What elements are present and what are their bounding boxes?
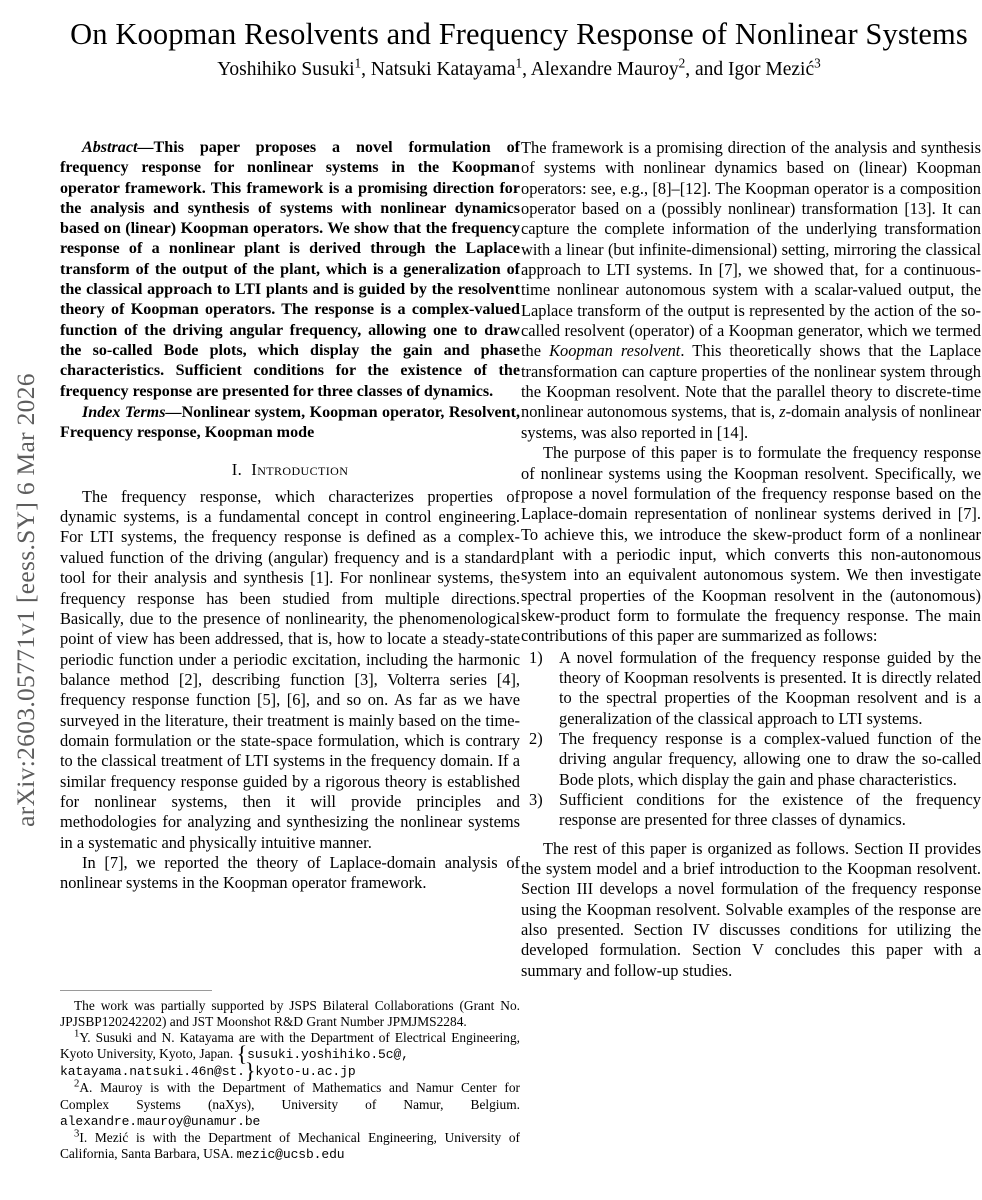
index-terms-label: Index Terms— [82, 403, 182, 421]
footnote-marker-1: 1 [74, 1027, 80, 1040]
list-item [521, 729, 981, 790]
author-affiliation-marker-4: 3 [814, 55, 821, 71]
right-p1-part-b: . This theoretically shows that the Laplace transformation can capture properties of the nonlinear system through the Koopman resolvent. Note that the parallel theory to discrete-time nonlinear autonomous systems, that is, [521, 341, 982, 422]
list-item-marker: 3) [529, 790, 543, 809]
author-list [56, 55, 982, 82]
footnote-marker-3: 3 [74, 1127, 80, 1140]
footnote-affiliation-3 [60, 1127, 520, 1163]
email-address-2: alexandre.mauroy@unamur.be [60, 1113, 261, 1129]
author-affiliation-marker-3: 2 [678, 55, 686, 71]
right-paragraph-1 [521, 138, 981, 443]
abstract-paragraph [60, 138, 520, 402]
footnote-affiliation-2-text: A. Mauroy is with the Department of Mathematics and Namur Center for Complex Systems (naXys), University of Namur, Belgium. [60, 1080, 520, 1112]
email-domain-1: kyoto-u.ac.jp [255, 1064, 356, 1080]
contributions-list [521, 648, 981, 831]
abstract-body: This paper proposes a novel formulation of frequency response for nonlinear systems in the Koopman operator framework. This framework is a promising direction for the analysis and synthesis of systems with nonlinear dynamics based on (linear) Koopman operators. We show that the frequency response of a nonlinear plant is derived through the Laplace transform of the output of the plant, which is a generalization of the classical approach to LTI plants and is guided by the resolvent theory of Koopman operators. The response is a complex-valued function of the driving angular frequency, allowing one to draw the so-called Bode plots, which display the gain and phase characteristics. Sufficient conditions for the existence of the frequency response are presented for three classes of dynamics. [60, 139, 520, 400]
email-brace-close: } [244, 1058, 256, 1084]
author-separator-2: , [522, 59, 531, 80]
list-item-marker: 1) [529, 647, 543, 667]
author-separator-1: , [361, 59, 371, 80]
footnote-divider [60, 990, 212, 991]
author-name-2: Natsuki Katayama [370, 59, 516, 80]
index-terms-paragraph [60, 403, 520, 444]
intro-paragraph-1: The frequency response, which characterizes properties of dynamic systems, is a fundamental concept in control engineering. For LTI systems, the frequency response is defined as a complex-valued function of the driving (angular) frequency and is a standard tool for their analysis and synthesis [1]. For nonlinear systems, the frequency response has been studied from multiple directions. Basically, due to the presence of nonlinearity, the phenomenological point of view has been addressed, that is, how to locate a steady-state periodic function under a periodic excitation, including the harmonic balance method [2], describing function [3], Volterra series [4], frequency response function [5], [6], and so on. As far as we have surveyed in the literature, their treatment is mainly based on the time-domain formulation or the state-space formulation, which is contrary to the classical treatment of LTI systems in the frequency domain. If a similar frequency response guided by a rigorous theory is established for nonlinear systems, then it will provide principles and methodologies for analyzing and synthesizing the nonlinear systems in a systematic and physically intuitive manner. [60, 486, 520, 852]
author-name-4: Igor Mezić [728, 59, 815, 80]
footnote-affiliation-2 [60, 1080, 520, 1129]
author-affiliation-marker-1: 1 [354, 55, 362, 71]
author-affiliation-marker-2: 1 [515, 55, 523, 71]
right-column [521, 138, 981, 981]
arxiv-stamp-text: arXiv:2603.05771v1 [eess.SY] 6 Mar 2026 [11, 373, 40, 827]
footnote-funding: The work was partially supported by JSPS Bilateral Collaborations (Grant No. JPJSBP120242202) and JST Moonshot R&D Grant Number JPMJMS2284. [60, 998, 520, 1030]
footnote-affiliation-3-text: I. Mezić is with the Department of Mechanical Engineering, University of California, Santa Barbara, USA. [60, 1129, 520, 1161]
left-column [60, 138, 520, 894]
list-item-marker: 2) [529, 728, 543, 748]
index-terms-body: Nonlinear system, Koopman operator, Resolvent, Frequency response, Koopman mode [60, 403, 520, 442]
footnote-block [60, 990, 520, 1163]
list-item-text: A novel formulation of the frequency response guided by the theory of Koopman resolvents is presented. It is directly related to the spectral properties of the Koopman resolvent and is a generalization of the classical approach to LTI systems. [559, 647, 981, 728]
abstract-label: Abstract— [82, 139, 154, 156]
email-address-3: mezic@ucsb.edu [236, 1146, 345, 1162]
section-numeral: I. [231, 460, 243, 480]
z-symbol: z [779, 402, 786, 422]
footnote-affiliation-1 [60, 1027, 520, 1084]
email-address-1a: susuki.yoshihiko.5c@, [247, 1047, 409, 1063]
right-paragraph-2: The purpose of this paper is to formulate the frequency response of nonlinear systems using the Koopman resolvent. Specifically, we propose a novel formulation of the frequency response based on the Laplace-domain representation of nonlinear systems derived in [7]. To achieve this, we introduce the skew-product form of a nonlinear plant with a periodic input, which converts this non-autonomous system into an equivalent autonomous system. We then investigate spectral properties of the Koopman resolvent in the (autonomous) skew-product form to formulate the frequency response. The main contributions of this paper are summarized as follows: [521, 443, 981, 646]
list-item-text: Sufficient conditions for the existence of the frequency response are presented for three classes of dynamics. [559, 790, 981, 830]
footnote-affiliation-1-text: Y. Susuki and N. Katayama are with the Department of Electrical Engineering, Kyoto University, Kyoto, Japan. [60, 1030, 520, 1062]
email-address-1b: katayama.natsuki.46n@st. [60, 1064, 245, 1080]
list-item [521, 790, 981, 831]
intro-paragraph-2: In [7], we reported the theory of Laplace-domain analysis of nonlinear systems in the Koopman operator framework. [60, 852, 520, 893]
author-name-1: Yoshihiko Susuki [217, 59, 355, 80]
author-separator-3: , and [685, 59, 729, 80]
author-name-3: Alexandre Mauroy [530, 59, 679, 80]
email-brace-open: { [236, 1041, 248, 1067]
section-title: Introduction [251, 460, 349, 480]
list-item-text: The frequency response is a complex-valued function of the driving angular frequency, allowing one to draw the so-called Bode plots, which display the gain and phase characteristics. [559, 728, 981, 789]
koopman-resolvent-term: Koopman resolvent [549, 341, 681, 361]
section-heading-introduction [60, 460, 520, 480]
page-title: On Koopman Resolvents and Frequency Response of Nonlinear Systems [70, 17, 968, 52]
right-p1-part-c: -domain analysis of nonlinear systems, was also reported in [14]. [521, 402, 981, 442]
right-paragraph-3: The rest of this paper is organized as follows. Section II provides the system model and a brief introduction to the Koopman resolvent. Section III develops a novel formulation of the frequency response using the Koopman resolvent. Solvable examples of the response are also presented. Section IV discusses conditions for utilizing the developed formulation. Section V concludes this paper with a summary and follow-up studies. [521, 838, 981, 980]
right-p1-part-a: The framework is a promising direction of the analysis and synthesis of systems with nonlinear dynamics based on (linear) Koopman operators: see, e.g., [8]–[12]. The Koopman operator is a composition operator based on a (possibly nonlinear) transformation [13]. It can capture the complete information of the underlying transformation with a linear (but infinite-dimensional) setting, mirroring the classical approach to LTI systems. In [7], we showed that, for a continuous-time nonlinear autonomous system with a scalar-valued output, the Laplace transform of the output is represented by the action of the so-called resolvent (operator) of a Koopman generator, which we termed the [521, 138, 981, 361]
list-item [521, 648, 981, 729]
footnote-marker-2: 2 [74, 1078, 80, 1090]
